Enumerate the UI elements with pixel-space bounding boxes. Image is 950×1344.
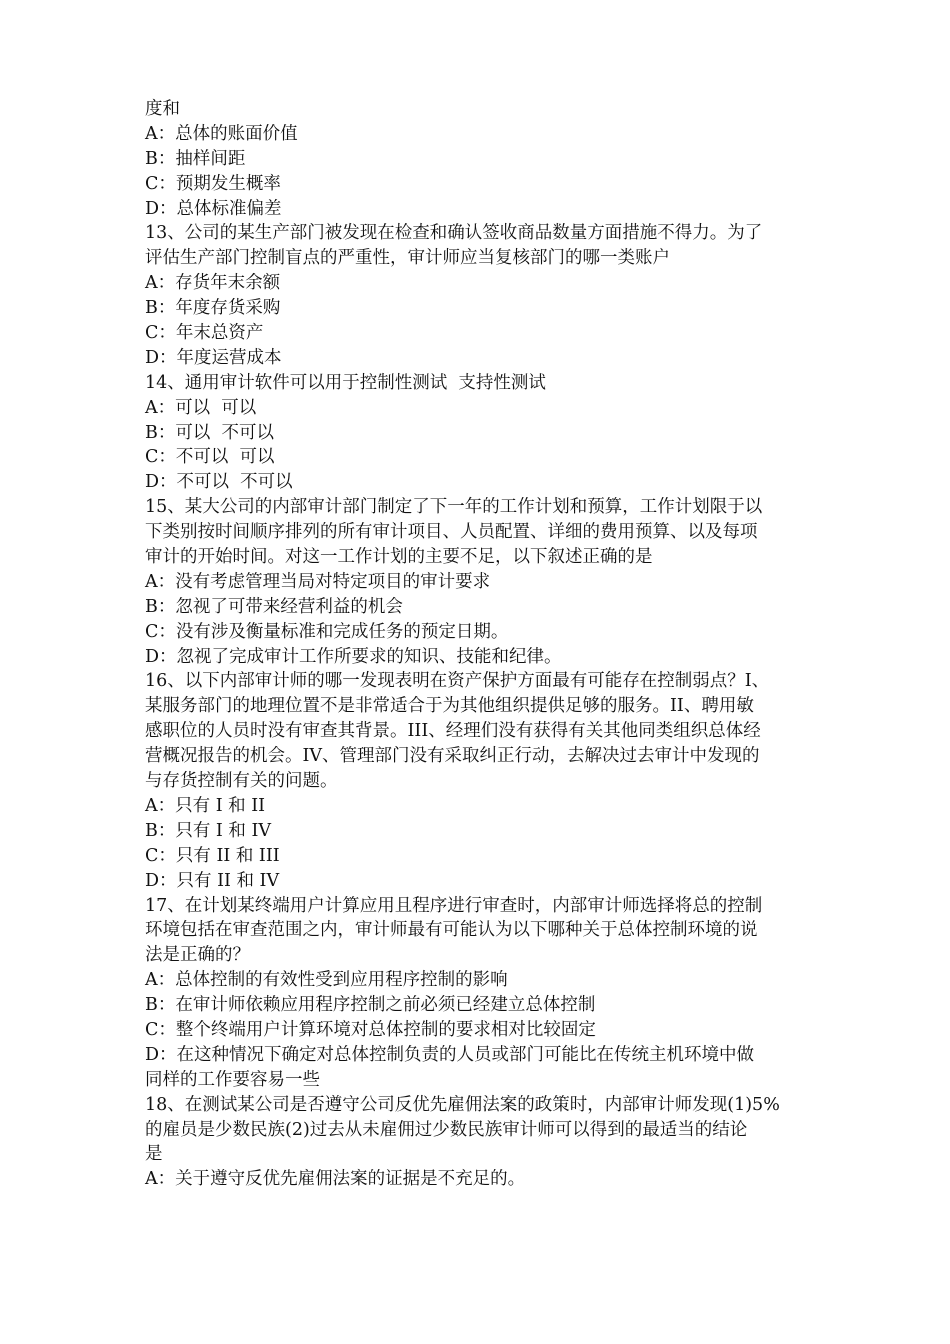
text-line: 某服务部门的地理位置不是非常适合于为其他组织提供足够的服务。II、聘用敏: [145, 696, 754, 717]
text-line: B：抽样间距: [145, 148, 246, 169]
text-line: C：整个终端用户计算环境对总体控制的要求相对比较固定: [145, 1019, 596, 1040]
text-line: 16、以下内部审计师的哪一发现表明在资产保护方面最有可能存在控制弱点？I、: [145, 671, 770, 692]
text-line: A：关于遵守反优先雇佣法案的证据是不充足的。: [145, 1169, 526, 1190]
text-line: C：没有涉及衡量标准和完成任务的预定日期。: [145, 621, 509, 642]
text-line: B：年度存货采购: [145, 298, 281, 319]
document-page: [145, 97, 810, 1192]
text-line: B：可以 不可以: [145, 422, 274, 443]
text-line: C：年末总资产: [145, 323, 264, 344]
text-line: A：可以 可以: [145, 397, 257, 418]
text-line: B：忽视了可带来经营利益的机会: [145, 596, 403, 617]
text-line: A：没有考虑管理当局对特定项目的审计要求: [145, 571, 491, 592]
text-line: 评估生产部门控制盲点的严重性，审计师应当复核部门的哪一类账户: [145, 248, 670, 269]
text-line: C：只有 II 和 III: [145, 845, 280, 866]
text-line: B：在审计师依赖应用程序控制之前必须已经建立总体控制: [145, 995, 596, 1016]
text-line: 17、在计划某终端用户计算应用且程序进行审查时，内部审计师选择将总的控制: [145, 895, 763, 916]
text-line: 13、公司的某生产部门被发现在检查和确认签收商品数量方面措施不得力。为了: [145, 223, 763, 244]
text-line: C：预期发生概率: [145, 173, 281, 194]
text-line: 度和: [145, 99, 180, 119]
text-line: 审计的开始时间。对这一工作计划的主要不足，以下叙述正确的是: [145, 547, 653, 568]
text-line: D：总体标准偏差: [145, 198, 282, 219]
text-line: 18、在测试某公司是否遵守公司反优先雇佣法案的政策时，内部审计师发现(1)5%: [145, 1094, 780, 1115]
text-line: C：不可以 可以: [145, 447, 275, 468]
text-line: 的雇员是少数民族(2)过去从未雇佣过少数民族审计师可以得到的最适当的结论: [145, 1119, 748, 1140]
text-line: A：只有 I 和 II: [145, 795, 266, 816]
text-line: D：只有 II 和 IV: [145, 870, 280, 891]
text-line: B：只有 I 和 IV: [145, 820, 272, 841]
text-line: D：忽视了完成审计工作所要求的知识、技能和纪律。: [145, 646, 562, 667]
text-line: 是: [145, 1144, 163, 1165]
text-line: 下类别按时间顺序排列的所有审计项目、人员配置、详细的费用预算、以及每项: [145, 522, 758, 543]
text-line: 同样的工作要容易一些: [145, 1069, 320, 1090]
text-line: A：存货年末余额: [145, 273, 281, 294]
text-line: 环境包括在审查范围之内，审计师最有可能认为以下哪种关于总体控制环境的说: [145, 920, 758, 941]
text-line: D：年度运营成本: [145, 347, 282, 368]
text-line: D：在这种情况下确定对总体控制负责的人员或部门可能比在传统主机环境中做: [145, 1044, 755, 1065]
text-line: 营概况报告的机会。IV、管理部门没有采取纠正行动，去解决过去审计中发现的: [145, 746, 760, 767]
text-line: 法是正确的？: [145, 945, 250, 966]
text-line: D：不可以 不可以: [145, 472, 293, 493]
text-line: 与存货控制有关的问题。: [145, 771, 338, 792]
text-line: A：总体的账面价值: [145, 123, 298, 144]
text-line: A：总体控制的有效性受到应用程序控制的影响: [145, 970, 508, 991]
text-line: 15、某大公司的内部审计部门制定了下一年的工作计划和预算，工作计划限于以: [145, 497, 763, 518]
text-line: 感职位的人员时没有审查其背景。III、经理们没有获得有关其他同类组织总体经: [145, 721, 761, 742]
text-line: 14、通用审计软件可以用于控制性测试 支持性测试: [145, 372, 546, 393]
